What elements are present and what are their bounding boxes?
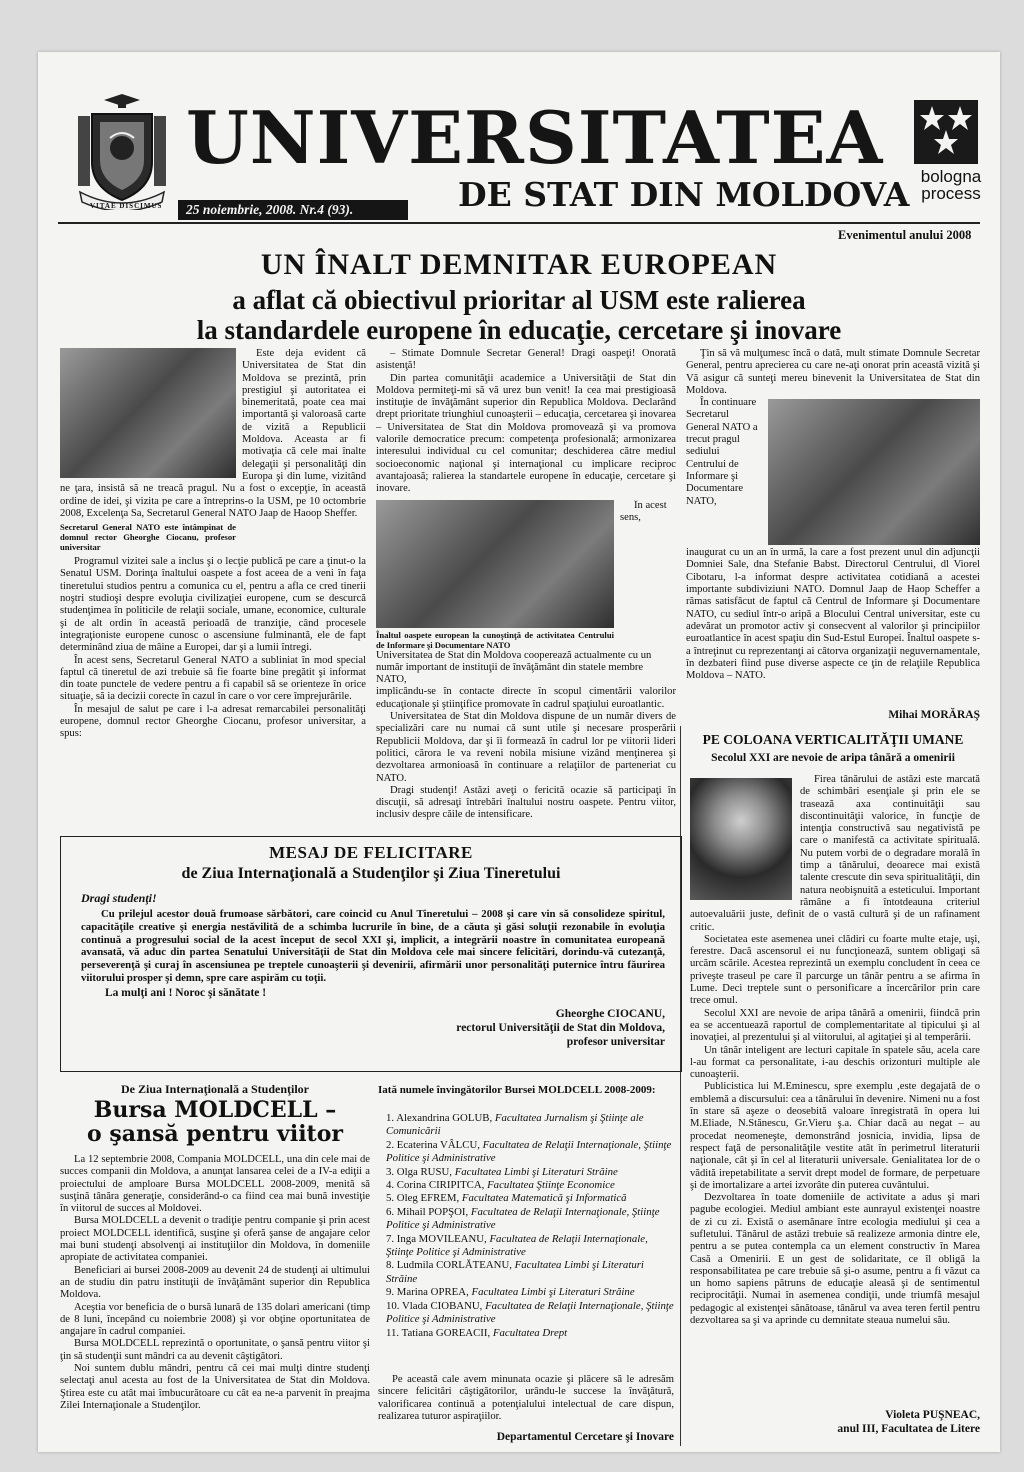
column-divider — [680, 726, 681, 1446]
paragraph: Beneficiari ai bursei 2008-2009 au devenit 24 de studenţi ai ultimului an de studiu din patru instituţii de învăţământ superior din Republica Moldova. — [60, 1264, 370, 1301]
paragraph: Universitatea de Stat din Moldova dispune de un număr divers de specializări care nu numai că sunt utile şi necesare prosperării Republicii Moldova, dar şi îi formează în cadrul lor pe viitorii lideri politici, cărora le va reveni nobila misiune vizând menţinerea şi dezvoltarea armonioasă în continuare a relaţiilor de parteneriat cu NATO. — [376, 711, 676, 784]
headline-line-3: la standardele europene în educaţie, cercetare şi inovare — [196, 315, 842, 345]
winner-faculty: Facultatea Jurnalism şi Ştiinţe ale Comunicării — [386, 1112, 644, 1138]
paragraph: În mesajul de salut pe care i l-a adresat remarcabilei personalităţi europene, domnul rector Gheorghe Ciocanu, profesor universitar, a spus: — [60, 703, 366, 740]
winner-name: 9. Marina OPREA, — [386, 1286, 472, 1299]
winner-item — [378, 1192, 674, 1205]
signature-line: profesor universitar — [566, 1035, 665, 1048]
paragraph: Publicistica lui M.Eminescu, spre exemplu ,este degajată de o emblemă a discursului: cea a tânărului în devenire. Nimeni nu a fost în stare să aşeze o deosebită valoare înregistrată în opera lui M.Eliade, N.Stănescu, Gr.Vieru ş.a. Chiar dacă au negat – au procedat neomeneşte, demonstrând josnicia, invidia, lipsa de respect faţă de personalităţile vestite atât în perimetrul literaturii naţionale, cât şi în cel al literaturii universale. Genialitatea lor de o vădită irepetabilitate a servit drept model de formare, de perpetuare şi de imortalizare a artei izvorâte din puterea cuvântului. — [690, 1081, 980, 1191]
opinion-author-affiliation: anul III, Facultatea de Litere — [837, 1423, 980, 1435]
message-closing: La mulţi ani ! Noroc şi sănătate ! — [105, 986, 267, 999]
paragraph: Firea tânărului de astăzi este marcată de schimbări esenţiale şi prin ele se trasează axa continuităţii sau discontinuităţii valorice, în funcţie de intenţia constructivă sau negativistă pe care o manifestă ca activitate spirituală. Nu putem vorbi de o degradare morală în timp a tânărului, deoarece mai există talente crescute din seva spiritualităţii, din natura neobişnuită a esteticului. Important rămâne a fi întotdeauna criteriul autoevaluării juste, definit de o vastă cultură şi de un rafinament critic. — [690, 774, 980, 933]
winner-faculty: Facultatea Drept — [492, 1326, 568, 1339]
paragraph: Bursa MOLDCELL reprezintă o oportunitate, o şansă pentru viitor şi ţin să studenţii sunt mândri ca au devenit câştigători. — [60, 1338, 370, 1362]
opinion-body — [690, 774, 980, 1406]
masthead-title: UNIVERSITATEA — [186, 95, 884, 180]
message-title: MESAJ DE FELICITARE — [269, 843, 473, 862]
winner-name: 6. Mihail POPŞOI, — [386, 1205, 471, 1218]
message-signature — [61, 1007, 665, 1049]
winner-item — [378, 1286, 674, 1299]
paragraph: Din partea comunităţii academice a Universităţii de Stat din Moldova permiteţi-mi să vă urez bun venit! Ia cea mai prestigioasă instituţie de învăţământ superior din Republica Moldova. Declarând drept prioritate triunghiul cunoaşterii – educaţia, cercetarea şi inovarea – Universitatea de Stat din Moldova promovează şi va promova valorile democratice precum: competenţa profesională; armonizarea interesului individual cu cel comunitar; deschiderea către mediul socioeconomic naţional şi internaţional cu implicare reciproc avantajoasă; ralierea la standartele europene în educaţie, cercetare şi inovare. — [376, 372, 676, 495]
winner-item — [378, 1179, 674, 1192]
winner-item — [378, 1139, 674, 1166]
winner-faculty: Facultatea Ştiinţe Economice — [487, 1179, 615, 1192]
paragraph: Ţin să vă mulţumesc încă o dată, mult stimate Domnule Secretar General, pentru aprecierea cu care ne-aţi onorat prin această vizită şi Vă asigur că sunteţi mereu binevenit la Universitatea de Stat din Moldova. — [686, 348, 980, 396]
crest-motto: VITAE DISCIMUS — [90, 202, 163, 210]
bologna-process-label — [906, 168, 996, 202]
paragraph: Noi suntem dublu mândri, pentru că cei mai mulţi dintre studenţi selectaţi anul acesta au fost de la Universitatea de Stat din Moldova. Ştirea este cu atât mai îmbucurătoare cu cât ea ne-a parvenit în preajma Zilei Internaţionale a Studenţilor. — [60, 1363, 370, 1411]
newspaper-page — [38, 52, 1000, 1452]
article-column-3 — [686, 348, 980, 704]
photo-nato-handshake — [60, 348, 236, 478]
opinion-subtitle: Secolul XXI are nevoie de aripa tânără a omenirii — [711, 752, 955, 764]
bursa-body — [60, 1154, 370, 1450]
winner-name: 3. Olga RUSU, — [386, 1165, 455, 1178]
paragraph: Programul vizitei sale a inclus şi o lecţie publică pe care a ţinut-o la Senatul USM. Dorinţa înaltului oaspete a fost aceea de a veni în faţa tineretului studios pentru a comunica cu el, pentru a afla ce cred tinerii noştri studioşi despre evoluţia civilizaţiei europene, cum se descurcă studenţimea în politicile de relaţii sociale, umane, economice, culturale şi de alt ordin în această perioadă de tranziţie, când procesele integraţioniste europene cunosc o ascensiune fulminantă, ele de fapt determinând ziua de mâine a Europei, dar şi a lumii întregi. — [60, 556, 366, 654]
paragraph: inaugurat cu un an în urmă, la care a fost prezent unul din adjuncţii Domniei Sale, dna Stefanie Babst. Directorul Centrului, dl Viorel Cibotaru, l-a informat despre activitatea cotidiană a acestei importante subdiviziuni NATO. Domnul Jaap de Haop Scheffer a rămas satisfăcut de faptul că Centrul de Informare şi Documentare NATO, cu sediul într-o aripă a Blocului Central universitar, este cu adevărat un promotor activ şi consecvent al valorilor şi principiilor euroatlantice în acest spaţiu din Sud-Estul Europei. Înaltul oaspete s-a întreţinut cu reprezentanţi ai câtorva organizaţii neguvernamentale, în dezbateri fiind puse diverse aspecte ce ţin de relaţiile Republica Moldova – NATO. — [686, 547, 980, 682]
signature-line: rectorul Universităţii de Stat din Moldova, — [456, 1021, 665, 1034]
opinion-author — [686, 1408, 980, 1436]
photo-caption-handshake: Secretarul General NATO este întâmpinat de domnul rector Gheorghe Ciocanu, profesor universitar — [60, 522, 236, 553]
winner-name: 5. Oleg EFREM, — [386, 1192, 462, 1205]
intro-paragraph: Este deja evident că Universitatea de Stat din Moldova se prezintă, prin prestigiul şi autoritatea ei binemeritată, poate cea mai importantă şi valoroasă carte de vizită a Republicii Moldova. Aceasta ar fi motivaţia că cele mai înalte delegaţii şi personalităţi din Europa şi din lume, vizitând ne ţara, insistă să ne treacă pragul. Nu a fost o excepţie, în această ordine de idei, şi vizita pe care a întreprins-o la USM, pe 10 octombrie 2008, Excelenţa Sa, Secretarul General NATO Jaap de Haoop Sheffer. — [60, 348, 366, 519]
photo-author-portrait — [690, 778, 792, 900]
paragraph: În continuare Secretarul General NATO a trecut pragul sediului Centrului de Informare şi Documentare NATO, — [686, 397, 758, 507]
university-crest-icon — [74, 92, 170, 210]
bursa-signature: Departamentul Cercetare şi Inovare — [496, 1431, 674, 1443]
winner-name: 1. Alexandrina GOLUB, — [386, 1112, 495, 1124]
bologna-word-1: bologna — [920, 167, 982, 186]
winner-name: 10. Vlada CIOBANU, — [386, 1299, 486, 1312]
article-column-2 — [376, 348, 676, 824]
paragraph: Dragi studenţi! Astăzi aveţi o fericită ocazie să participaţi în discuţii, să adresaţi întrebări înaltului nostru oaspete. Pentru viitor, inclusiv despre căile de intensificare. — [376, 784, 676, 821]
photo-caption-meeting: Înaltul oaspete european la cunoştinţă de activitatea Centrului de Informare şi Documentare NATO — [376, 629, 614, 650]
message-body: Cu prilejul acestor două frumoase sărbători, care coincid cu Anul Tineretului – 2008 şi care vin să consolideze spiritul, capacităţile creative şi energia nestăvilită de a schimba lucrurile în bine, de a căuta şi găsi soluţii rezonabile în evoluţia continuă a progresului social de la acest început de secol XXI şi, implicit, a integrării noastre în comunitatea europeană avansată, vă aduc din partea Senatului Universităţii de Stat din Moldova cele mai sincere felicitări, dorindu-vă cutezanţă, perseverenţă şi curaj în ascensiunea pe treptele cunoaşterii şi devenirii, afirmării unor personalităţi puternice întru făurirea viitorului prosper şi demn, spre care aspirăm cu toţii. — [81, 908, 665, 984]
bursa-title-1: Bursa MOLDCELL – — [93, 1097, 337, 1123]
paragraph: Bursa MOLDCELL a devenit o tradiţie pentru companie şi prin acest proiect MOLDCELL identifică, susţine şi oferă şanse de angajare celor mai buni studenţi absolvenţi ai instituţiilor din Moldova, în domeniile apropiate de activitatea companiei. — [60, 1215, 370, 1264]
winner-item — [378, 1112, 674, 1139]
winner-faculty: Facultatea Limbi şi Literaturi Străine — [386, 1259, 644, 1285]
winner-name: 2. Ecaterina VÂLCU, — [386, 1138, 483, 1151]
opinion-title: PE COLOANA VERTICALITĂŢII UMANE — [702, 732, 964, 747]
message-greeting: Dragi studenţi! — [81, 891, 157, 905]
article-column-1 — [60, 348, 366, 824]
photo-figure — [376, 500, 614, 650]
winners-list — [378, 1112, 674, 1340]
bursa-title-2: o şansă pentru viitor — [87, 1121, 343, 1147]
winner-faculty: Facultatea de Relaţii Internaţionale, Ştiinţe Politice şi Administrative — [386, 1299, 674, 1326]
bologna-stars-icon — [914, 100, 978, 164]
bursa-closing — [378, 1374, 674, 1423]
paragraph: – Stimate Domnule Secretar General! Dragi oaspeţi! Onorată asistenţă! — [376, 348, 676, 372]
headline-line-1: UN ÎNALT DEMNITAR EUROPEAN — [260, 248, 778, 281]
photo-nato-meeting — [376, 500, 614, 628]
winner-item — [378, 1327, 674, 1340]
winner-faculty: Facultatea de Relaţii Internaţionale, Ştiinţe Politice şi Administrative — [386, 1205, 660, 1232]
opinion-author-name: Violeta PUŞNEAC, — [885, 1409, 980, 1421]
photo-block — [376, 500, 676, 687]
winner-faculty: Facultatea de Relaţii Internaţionale, Ştiinţe Politice şi Administrative — [386, 1232, 648, 1259]
article-author: Mihai MORĂRAŞ — [888, 709, 980, 721]
bologna-word-2: process — [921, 184, 981, 203]
winner-name: 11. Tatiana GOREACII, — [386, 1326, 493, 1339]
winner-item — [378, 1206, 674, 1233]
winner-item — [378, 1233, 674, 1260]
winner-item — [378, 1259, 674, 1286]
winner-item — [378, 1166, 674, 1179]
winner-item — [378, 1300, 674, 1327]
winner-faculty: Facultatea Limbi şi Literaturi Străine — [454, 1165, 618, 1178]
paragraph: Aceştia vor beneficia de o bursă lunară de 135 dolari americani (timp de 8 luni, începând cu noiembrie 2008) şi vor obţine oportunitatea de angajare în cadrul companiei. — [60, 1301, 370, 1338]
winner-faculty: Facultatea de Relaţii Internaţionale, Ştiinţe Politice şi Administrative — [386, 1138, 672, 1165]
congratulation-box — [60, 836, 682, 1072]
headline-line-2: a aflat că obiectivul prioritar al USM este ralierea — [232, 285, 806, 315]
paragraph: Un tânăr inteligent are lecturi capitale în spatele său, acela care l-au format ca personalitate, i-au deschis orizonturi multiple ale cunoaşterii. — [690, 1044, 980, 1081]
winner-name: 7. Inga MOVILEANU, — [386, 1232, 490, 1245]
bursa-kicker: De Ziua Internaţională a Studenţilor — [120, 1082, 309, 1096]
paragraph: La 12 septembrie 2008, Compania MOLDCELL, una din cele mai de succes companii din Moldova, a anunţat lansarea celei de a IV-a ediţii a proiectului de amploare Bursa MOLDCELL 2008-2009, menită să susţină tânăra generaţie, considerând-o ca fiind cea mai bună investiţie în viitorul de succes al Moldovei. — [60, 1154, 370, 1215]
paragraph: Societatea este asemenea unei clădiri cu foarte multe etaje, uşi, ferestre. Dacă ascensorul ei nu funcţionează, suntem obligaţi să urcăm scările. Acestea reprezintă un exemplu concludent în ceea ce priveşte traseul pe care îl parcurge un tânăr pentru a se afirma în Lume. Deci treptele sunt o personificare a încercărilor prin care trece omul. — [690, 933, 980, 1007]
photo-conference-hall — [768, 399, 980, 545]
winners-title: Iată numele învingătorilor Bursei MOLDCELL 2008-2009: — [378, 1084, 656, 1096]
signature-line: Gheorghe CIOCANU, — [555, 1007, 665, 1020]
winner-faculty: Facultatea Limbi şi Literaturi Străine — [471, 1286, 635, 1299]
paragraph: Secolul XXI are nevoie de aripa tânără a omenirii, fiindcă prin ea se accentuează raportul de complementaritate al tipicului şi al inovaţiei, al prezentului şi al viitorului, al agitaţiei şi al temperării. — [690, 1007, 980, 1044]
paragraph: Dezvoltarea în toate domeniile de activitate a adus şi mari pagube ecologiei. Mediul ambiant este aunrayul existenţei noastre de zi cu zi. Există o asemănare între ecologia mediului şi cea a sufletului. Tânărul de astăzi trebuie să realizeze armonia dintre ele, pentru a se putea contempla ca un element constructiv în Marea Casă a Omenirii. E un gest de solidaritate, ce îl obligă la responsabilitatea pe care trebuie să şi-o asume, pentru a fi văzut ca un homo sapiens pătruns de educaţie aleasă şi de sentimentul reciprocităţii. Numai în asemenea condiţii, unde triumfă mesajul pedagogic al existenţei sănătoase, tânărul va avea teren fertil pentru dezvoltarea sa şi va aprinde cu demnitate steaua numelui său. — [690, 1192, 980, 1327]
message-subtitle: de Ziua Internaţională a Studenţilor şi Ziua Tineretului — [181, 865, 561, 882]
paragraph: implicându-se în contacte directe în scopul cimentării valorilor educaţionale şi ştiinţifice promovate în cadrul spaţiului euroatlantic. — [376, 686, 676, 710]
masthead-rule — [58, 222, 980, 224]
paragraph: Pe această cale avem minunata ocazie şi plăcere să le adresăm sincere felicitări câştigătorilor, urându-le succese la învăţătură, valorificarea continuă a potenţialului intelectual de care dispun, realizarea tuturor aspiraţiilor. — [378, 1374, 674, 1422]
issue-date: 25 noiembrie, 2008. Nr.4 (93). — [178, 200, 408, 220]
winner-name: 4. Corina CIRIPITCA, — [386, 1179, 488, 1192]
event-label: Evenimentul anului 2008 — [838, 228, 972, 242]
winner-name: 8. Ludmila CORLĂTEANU, — [386, 1259, 515, 1272]
paragraph: În acest sens, Universitatea de Stat din Moldova cooperează actualmente cu un număr important de instituţii de învăţământ din statele membre NATO, — [376, 499, 667, 686]
paragraph: În acest sens, Secretarul General NATO a subliniat în mod special faptul că tineretul de azi trebuie să fie foarte bine pregătit şi informat din toate punctele de vedere pentru a fi capabil să se orienteze în orice situaţie, să ia decizii corecte în cazul în care o vor cere împrejurările. — [60, 654, 366, 703]
masthead-subtitle: DE STAT DIN MOLDOVA — [458, 175, 910, 214]
winner-faculty: Facultatea Matematică şi Informatică — [461, 1192, 627, 1205]
